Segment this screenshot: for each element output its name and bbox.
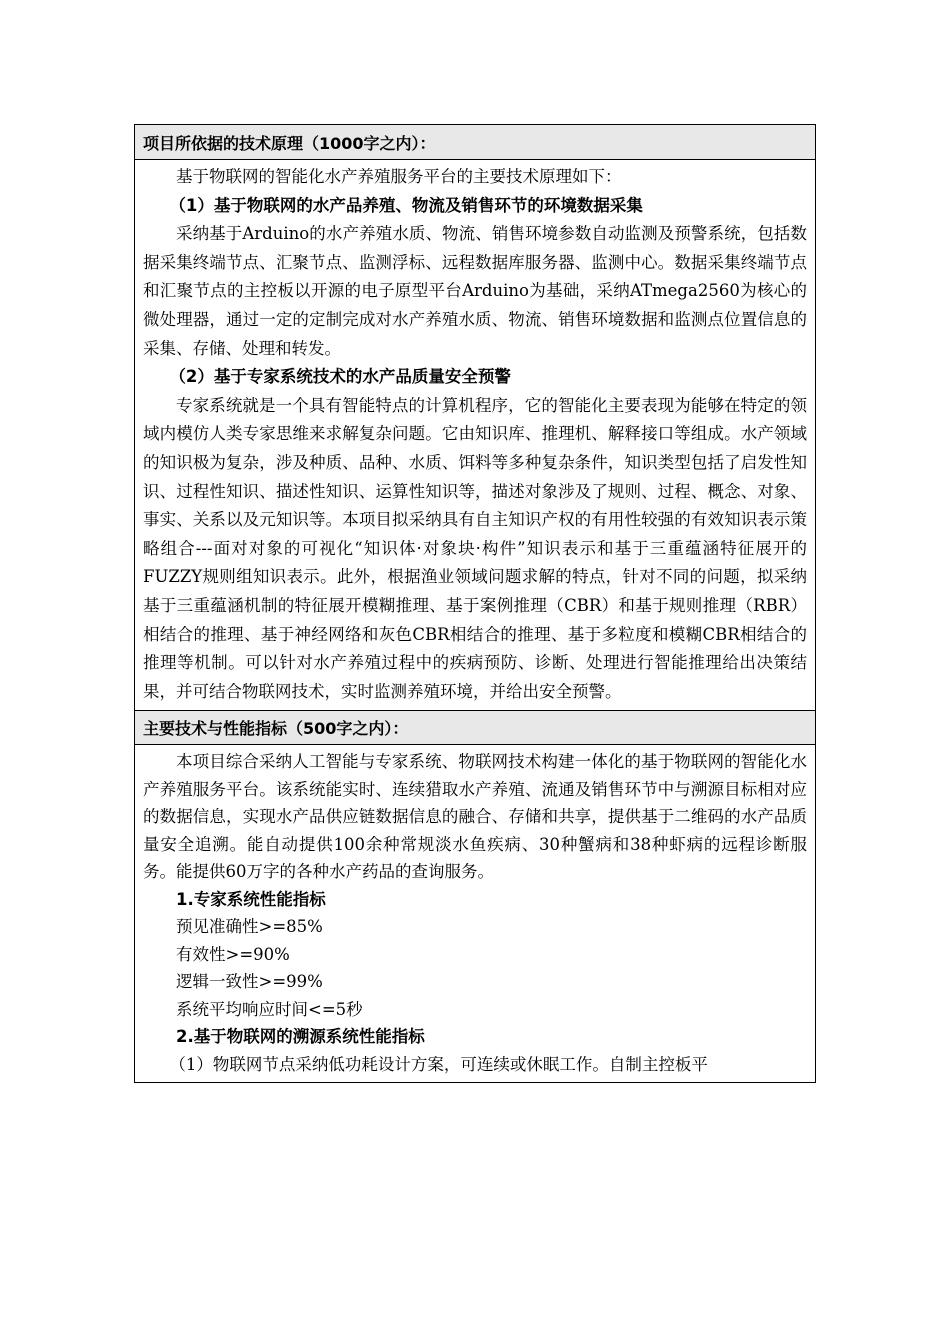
paragraph-iot-node: （1）物联网节点采纳低功耗设计方案，可连续或休眠工作。自制主控板平 — [169, 1054, 708, 1074]
tech-principle-content — [135, 160, 815, 710]
subheading-expert-metrics: 1.专家系统性能指标 — [176, 889, 326, 909]
paragraph-data-collection: 采纳基于Arduino的水产养殖水质、物流、销售环境参数自动监测及预警系统，包括数据采集终端节点、汇聚节点、监测浮标、远程数据库服务器、监测中心。数据采集终端节点和汇聚节点的主控板以开源的电子原型平台Arduino为基础，采纳ATmega2560为核心的微处理器，通过一定的定制完成对水产养殖水质、物流、销售环境数据和监测点位置信息的采集、存储、处理和转发。 — [143, 224, 807, 358]
section-title: 主要技术与性能指标（500字之内）： — [143, 719, 409, 739]
metric-consistency: 逻辑一致性>=99% — [176, 972, 323, 992]
paragraph-expert-system: 专家系统就是一个具有智能特点的计算机程序，它的智能化主要表现为能够在特定的领域内模仿人类专家思维来求解复杂问题。它由知识库、推理机、解释接口等组成。水产领域的知识极为复杂，涉及种质、品种、水质、饵料等多种复杂条件，知识类型包括了启发性知识、过程性知识、描述性知识、运算性知识等，描述对象涉及了规则、过程、概念、对象、事实、关系以及元知识等。本项目拟采纳具有自主知识产权的有用性较强的有效知识表示策略组合---面对对象的可视化“知识体·对象块·构件”知识表示和基于三重蕴涵特征展开的FUZZY规则组知识表示。此外，根据渔业领域问题求解的特点，针对不同的问题，拟采纳基于三重蕴涵机制的特征展开模糊推理、基于案例推理（CBR）和基于规则推理（RBR）相结合的推理、基于神经网络和灰色CBR相结合的推理、基于多粒度和模糊CBR相结合的推理等机制。可以针对水产养殖过程中的疾病预防、诊断、处理进行智能推理给出决策结果，并可结合物联网技术，实时监测养殖环境，并给出安全预警。 — [143, 395, 807, 701]
section-header-performance — [135, 710, 815, 745]
subheading-traceability-metrics: 2.基于物联网的溯源系统性能指标 — [176, 1027, 425, 1047]
subheading-data-collection: （1）基于物联网的水产品养殖、物流及销售环节的环境数据采集 — [169, 195, 643, 215]
section-header-tech-principle — [135, 125, 815, 160]
intro-paragraph: 基于物联网的智能化水产养殖服务平台的主要技术原理如下： — [176, 167, 622, 186]
performance-content — [135, 745, 815, 1082]
metric-response-time: 系统平均响应时间<=5秒 — [176, 999, 363, 1019]
subheading-expert-system: （2）基于专家系统技术的水产品质量安全预警 — [169, 367, 511, 387]
section-title: 项目所依据的技术原理（1000字之内）： — [143, 133, 436, 153]
intro-paragraph: 本项目综合采纳人工智能与专家系统、物联网技术构建一体化的基于物联网的智能化水产养殖服务平台。该系统能实时、连续猎取水产养殖、流通及销售环节中与溯源目标相对应的数据信息，实现水产品供应链数据信息的融合、存储和共享，提供基于二维码的水产品质量安全追溯。能自动提供100余种常规淡水鱼疾病、30种蟹病和38种虾病的远程诊断服务。能提供60万字的各种水产药品的查询服务。 — [143, 752, 807, 882]
metric-validity: 有效性>=90% — [176, 944, 290, 964]
form-table — [134, 124, 816, 1083]
metric-accuracy: 预见准确性>=85% — [176, 917, 323, 937]
